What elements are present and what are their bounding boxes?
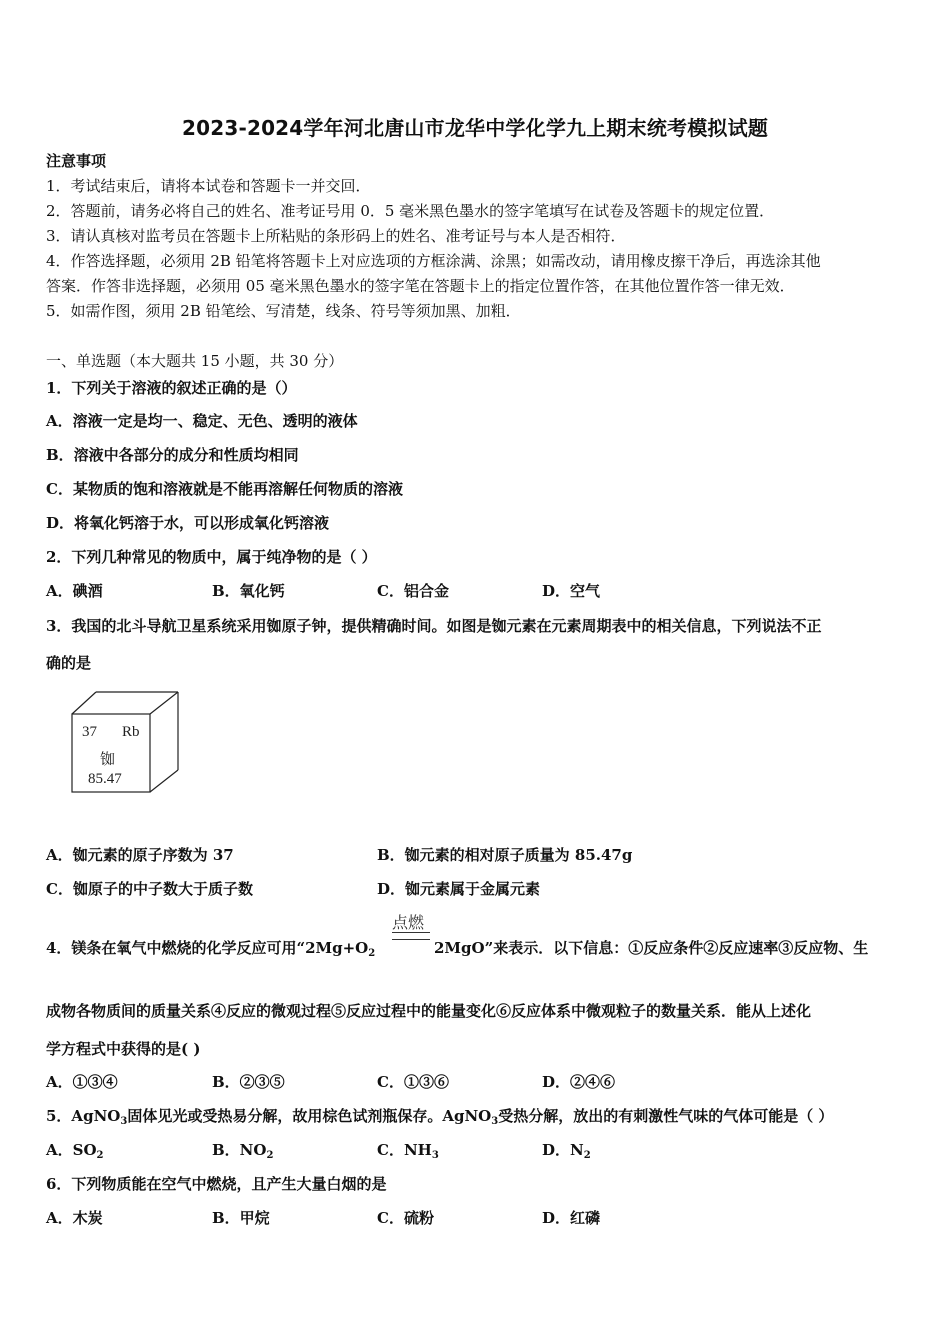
- question-5-text: 5．AgNO: [46, 1107, 121, 1125]
- page-title: 2023-2024学年河北唐山市龙华中学化学九上期末统考模拟试题: [181, 116, 769, 140]
- question-3-stem: 3．我国的北斗导航卫星系统采用铷原子钟，提供精确时间。如图是铷元素在元素周期表中的相关信息，下列说法不正: [46, 617, 822, 635]
- subscript: 2: [583, 1150, 591, 1161]
- question-4-option-b: B．②③⑤: [212, 1073, 285, 1091]
- question-1-option-b: B．溶液中各部分的成分和性质均相同: [46, 446, 299, 464]
- question-4-text: 4．镁条在氧气中燃烧的化学反应可用“2Mg+O: [46, 939, 369, 957]
- question-1-option-d: D．将氧化钙溶于水，可以形成氧化钙溶液: [46, 514, 330, 532]
- notice-item: 2．答题前，请务必将自己的姓名、准考证号用 0．5 毫米黑色墨水的签字笔填写在试卷及答题卡的规定位置．: [46, 202, 775, 220]
- question-4-stem-line2: 成物各物质间的质量关系④反应的微观过程⑤反应过程中的能量变化⑥反应体系中微观粒子的数量关系．能从上述化: [46, 1002, 812, 1020]
- question-5-option-b: [212, 1139, 273, 1160]
- question-5-option-c: [377, 1139, 439, 1160]
- question-6-stem: 6．下列物质能在空气中燃烧，且产生大量白烟的是: [46, 1175, 387, 1193]
- element-name: 铷: [100, 752, 116, 768]
- subscript: 2: [266, 1150, 274, 1161]
- notice-item: 1．考试结束后，请将本试卷和答题卡一并交回．: [46, 177, 371, 195]
- question-6-option-c: C．硫粉: [377, 1209, 434, 1227]
- notice-item: 3．请认真核对监考员在答题卡上所粘贴的条形码上的姓名、准考证号与本人是否相符．: [46, 227, 626, 245]
- option-text: A．SO: [46, 1141, 97, 1159]
- reaction-condition-label: 点燃: [392, 913, 425, 932]
- notice-heading: 注意事项: [46, 152, 107, 170]
- question-2-option-a: A．碘酒: [46, 582, 103, 600]
- question-2-stem: 2．下列几种常见的物质中，属于纯净物的是（ ）: [46, 548, 377, 566]
- notice-item: 4．作答选择题，必须用 2B 铅笔将答题卡上对应选项的方框涂满、涂黑；如需改动，请用橡皮擦干净后，再选涂其他: [46, 252, 821, 270]
- question-2-option-b: B．氧化钙: [212, 582, 285, 600]
- subscript: 3: [120, 1116, 128, 1127]
- option-text: B．NO: [212, 1141, 267, 1159]
- question-3-option-d: D．铷元素属于金属元素: [377, 880, 541, 898]
- question-4-stem-end: 2MgO”来表示．以下信息：①反应条件②反应速率③反应物、生: [434, 939, 869, 957]
- question-5-option-d: [542, 1139, 591, 1160]
- question-3-option-b: B．铷元素的相对原子质量为 85.47g: [377, 846, 633, 864]
- question-6-option-d: D．红磷: [542, 1209, 601, 1227]
- question-2-option-d: D．空气: [542, 582, 601, 600]
- question-5-stem: [46, 1105, 833, 1126]
- element-atomic-number: 37: [82, 724, 97, 740]
- question-6-option-a: A．木炭: [46, 1209, 103, 1227]
- option-text: C．NH: [377, 1141, 432, 1159]
- question-5-text: 固体见光或受热易分解，故用棕色试剂瓶保存。AgNO: [127, 1107, 492, 1125]
- notice-item: 5．如需作图，须用 2B 铅笔绘、写清楚，线条、符号等须加黑、加粗．: [46, 302, 521, 320]
- question-4-stem-line3: 学方程式中获得的是( ): [46, 1040, 201, 1058]
- subscript: 2: [368, 948, 376, 959]
- notice-item: 答案．作答非选择题，必须用 05 毫米黑色墨水的签字笔在答题卡上的指定位置作答，在其他位置作答一律无效．: [46, 277, 795, 295]
- subscript: 3: [491, 1116, 499, 1127]
- equals-sign-icon: [392, 932, 430, 940]
- subscript: 3: [431, 1150, 439, 1161]
- section-heading: 一、单选题（本大题共 15 小题，共 30 分）: [46, 352, 344, 370]
- element-symbol: Rb: [122, 724, 140, 740]
- element-card-rubidium: [70, 690, 182, 794]
- question-3-option-c: C．铷原子的中子数大于质子数: [46, 880, 253, 898]
- question-6-option-b: B．甲烷: [212, 1209, 270, 1227]
- question-3-stem-cont: 确的是: [46, 654, 92, 672]
- subscript: 2: [96, 1150, 104, 1161]
- question-5-text: 受热分解，放出的有刺激性气味的气体可能是（ ）: [498, 1107, 834, 1125]
- question-4-option-d: D．②④⑥: [542, 1073, 616, 1091]
- question-1-option-c: C．某物质的饱和溶液就是不能再溶解任何物质的溶液: [46, 480, 403, 498]
- question-4-stem-start: [46, 937, 375, 958]
- question-1-stem: 1．下列关于溶液的叙述正确的是（）: [46, 379, 297, 397]
- question-5-option-a: [46, 1139, 104, 1160]
- question-3-option-a: A．铷元素的原子序数为 37: [46, 846, 234, 864]
- question-4-option-a: A．①③④: [46, 1073, 118, 1091]
- element-atomic-mass: 85.47: [88, 771, 122, 787]
- question-2-option-c: C．铝合金: [377, 582, 449, 600]
- option-text: D．N: [542, 1141, 584, 1159]
- question-4-option-c: C．①③⑥: [377, 1073, 449, 1091]
- question-1-option-a: A．溶液一定是均一、稳定、无色、透明的液体: [46, 412, 358, 430]
- element-card-frame: [70, 690, 182, 794]
